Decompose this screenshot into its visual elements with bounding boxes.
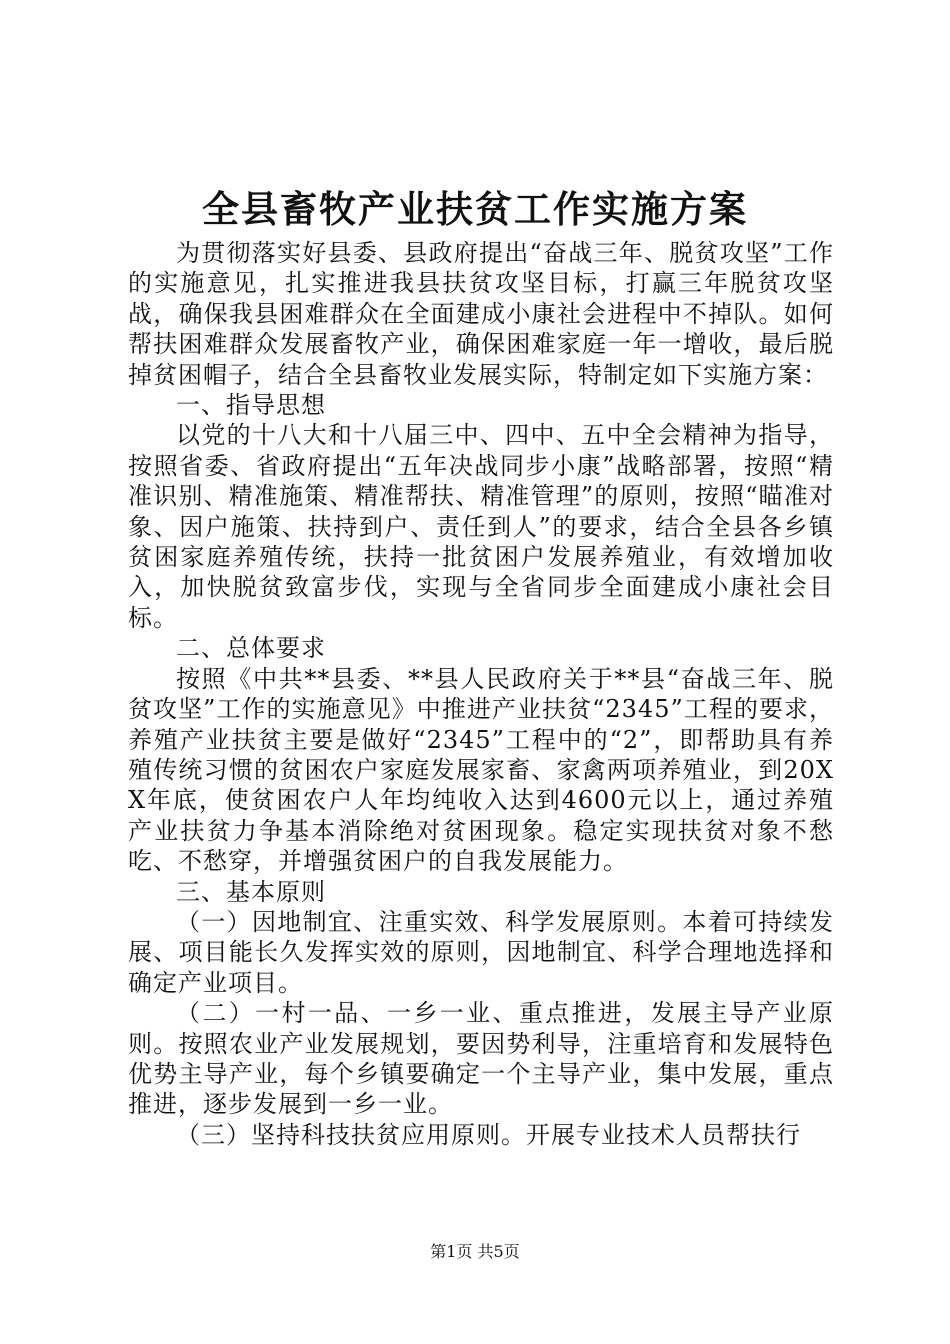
section-heading-basic-principles: 三、基本原则	[176, 877, 326, 906]
document-title: 全县畜牧产业扶贫工作实施方案	[202, 187, 748, 231]
paragraph-general-requirements: 按照《中共**县委、**县人民政府关于**县“奋战三年、脱贫攻坚”工作的实施意见》中推进产业扶贫“2345”工程的要求，养殖产业扶贫主要是做好“2345”工程中的“2”，即帮助具有养殖传统习惯的贫困农户家庭发展家畜、家禽两项养殖业，到20XX年底，使贫困农户人年均纯收入达到4600元以上，通过养殖产业扶贫力争基本消除绝对贫困现象。稳定实现扶贫对象不愁吃、不愁穿，并增强贫困户的自我发展能力。	[128, 664, 834, 876]
page-footer: 第1页 共5页	[430, 1242, 520, 1261]
paragraph-principle-3: （三）坚持科技扶贫应用原则。开展专业技术人员帮扶行	[176, 1120, 801, 1149]
paragraph-principle-2: （二）一村一品、一乡一业、重点推进，发展主导产业原则。按照农业产业发展规划，要因势利导，注重培育和发展特色优势主导产业，每个乡镇要确定一个主导产业，集中发展，重点推进，逐步发展到一乡一业。	[128, 999, 834, 1119]
document-body	[128, 238, 834, 1150]
section-heading-general-requirements: 二、总体要求	[176, 634, 326, 663]
paragraph-guiding-ideology: 以党的十八大和十八届三中、四中、五中全会精神为指导，按照省委、省政府提出“五年决战同步小康”战略部署，按照“精准识别、精准施策、精准帮扶、精准管理”的原则，按照“瞄准对象、因户施策、扶持到户、责任到人”的要求，结合全县各乡镇贫困家庭养殖传统，扶持一批贫困户发展养殖业，有效增加收入，加快脱贫致富步伐，实现与全省同步全面建成小康社会目标。	[128, 421, 834, 632]
paragraph-principle-1: （一）因地制宜、注重实效、科学发展原则。本着可持续发展、项目能长久发挥实效的原则，因地制宜、科学合理地选择和确定产业项目。	[128, 907, 834, 997]
paragraph-intro: 为贯彻落实好县委、县政府提出“奋战三年、脱贫攻坚”工作的实施意见，扎实推进我县扶贫攻坚目标，打赢三年脱贫攻坚战，确保我县困难群众在全面建成小康社会进程中不掉队。如何帮扶困难群众发展畜牧产业，确保困难家庭一年一增收，最后脱掉贫困帽子，结合全县畜牧业发展实际，特制定如下实施方案：	[128, 239, 834, 389]
section-heading-guiding-ideology: 一、指导思想	[176, 391, 326, 420]
